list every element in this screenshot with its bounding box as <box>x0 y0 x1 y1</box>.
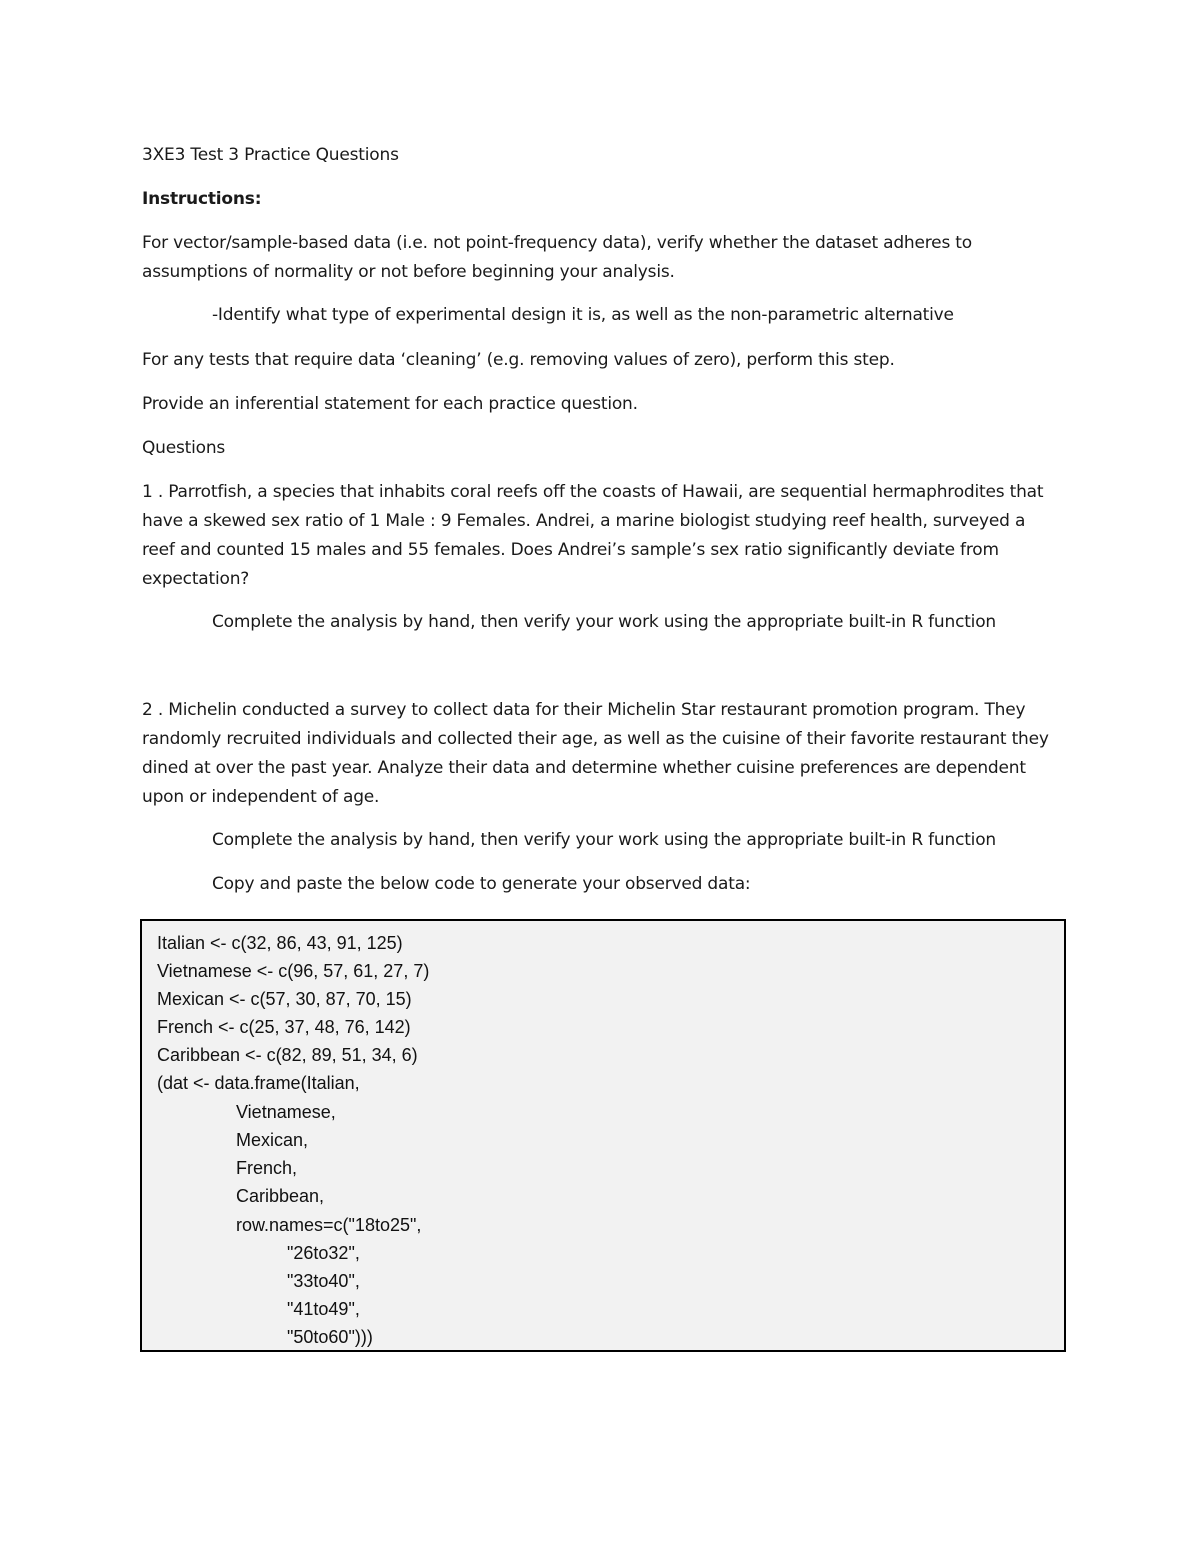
question-2-instruction: Complete the analysis by hand, then verify your work using the appropriate built-in R function <box>212 830 996 850</box>
instructions-paragraph-3: Provide an inferential statement for each practice question. <box>142 394 638 414</box>
code-line: "33to40", <box>287 1271 360 1291</box>
instructions-paragraph-2: For any tests that require data ‘cleaning’ (e.g. removing values of zero), perform this step. <box>142 350 895 370</box>
code-block <box>140 919 1066 1352</box>
question-1-text: Parrotfish, a species that inhabits coral reefs off the coasts of Hawaii, are sequential hermaphrodites that have a skewed sex ratio of 1 Male : 9 Females. Andrei, a marine biologist studying reef health, surveyed a reef and counted 15 males and 55 females. Does Andrei’s sample’s sex ratio significantly deviate from expectation? <box>142 482 1044 589</box>
question-2 <box>142 696 1062 812</box>
instructions-sub-item: -Identify what type of experimental design it is, as well as the non-parametric alternative <box>212 305 954 325</box>
question-1-instruction: Complete the analysis by hand, then verify your work using the appropriate built-in R function <box>212 612 996 632</box>
questions-heading: Questions <box>142 438 226 458</box>
code-line: Vietnamese <- c(96, 57, 61, 27, 7) <box>157 961 430 981</box>
instructions-paragraph-1: For vector/sample-based data (i.e. not point-frequency data), verify whether the dataset adheres to assumptions of normality or not before beginning your analysis. <box>142 233 972 282</box>
code-line: Vietnamese, <box>236 1102 336 1122</box>
code-line: French, <box>236 1158 298 1178</box>
code-line: French <- c(25, 37, 48, 76, 142) <box>157 1017 411 1037</box>
code-line: Mexican, <box>236 1130 309 1150</box>
code-line: "26to32", <box>287 1243 360 1263</box>
question-1-number: 1 . <box>142 482 164 502</box>
instructions-heading: Instructions: <box>142 189 262 209</box>
code-line: Italian <- c(32, 86, 43, 91, 125) <box>157 933 403 953</box>
code-line: "50to60"))) <box>287 1327 373 1347</box>
code-line: row.names=c("18to25", <box>236 1215 422 1235</box>
question-2-text: Michelin conducted a survey to collect data for their Michelin Star restaurant promotion program. They randomly recruited individuals and collected their age, as well as the cuisine of their favorite restaurant they dined at over the past year. Analyze their data and determine whether cuisine preferences are dependent upon or independent of age. <box>142 700 1049 807</box>
code-line: Mexican <- c(57, 30, 87, 70, 15) <box>157 989 412 1009</box>
question-1 <box>142 478 1062 594</box>
document-title: 3XE3 Test 3 Practice Questions <box>142 145 399 165</box>
code-line: "41to49", <box>287 1299 360 1319</box>
code-line: (dat <- data.frame(Italian, <box>157 1073 360 1093</box>
question-2-number: 2 . <box>142 700 164 720</box>
code-line: Caribbean <- c(82, 89, 51, 34, 6) <box>157 1045 418 1065</box>
question-2-code-instruction: Copy and paste the below code to generate your observed data: <box>212 874 751 894</box>
code-line: Caribbean, <box>236 1186 325 1206</box>
